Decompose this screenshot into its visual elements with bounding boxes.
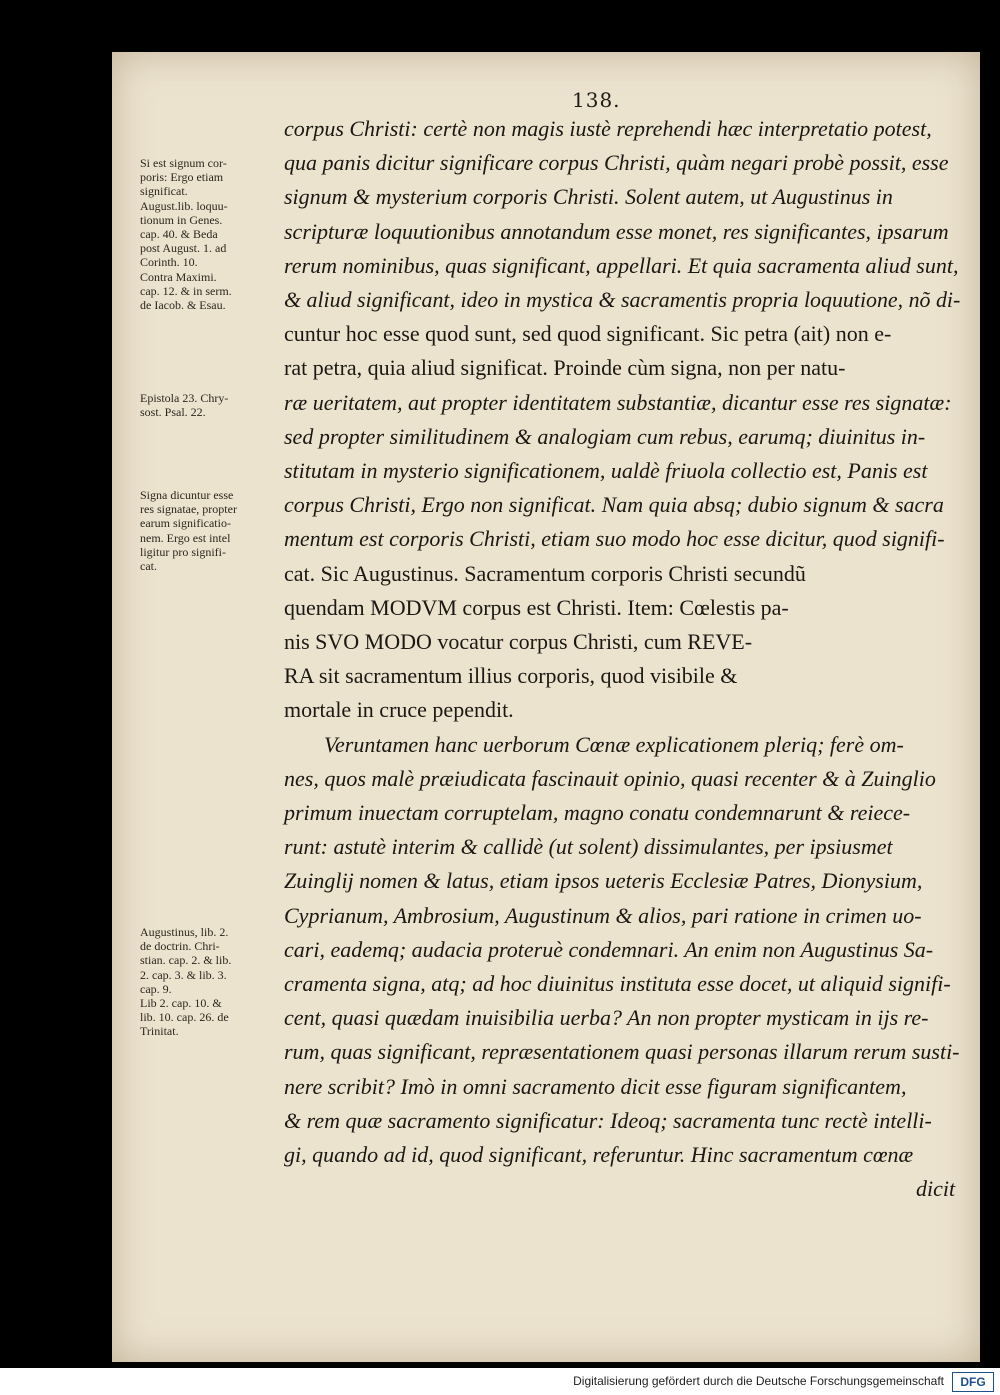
text-line: mortale in cruce pependit. bbox=[284, 697, 514, 723]
text-line: sed propter similitudinem & analogiam cum rebus, earumq; diuinitus in- bbox=[284, 423, 926, 449]
text-line: Cyprianum, Ambrosium, Augustinum & alios, pari ratione in crimen uo- bbox=[284, 902, 922, 928]
text-line: dicit bbox=[916, 1176, 956, 1202]
text-line: gi, quando ad id, quod significant, referuntur. Hinc sacramentum cœnæ bbox=[284, 1142, 914, 1167]
text-line: corpus Christi, Ergo non significat. Nam quia absq; dubio signum & sacra bbox=[284, 492, 944, 518]
text-line: nes, quos malè præiudicata fascinauit opinio, quasi recenter & à Zuinglio bbox=[284, 765, 936, 791]
text-line: qua panis dicitur significare corpus Christi, quàm negari probè possit, esse bbox=[284, 150, 949, 176]
text-line: cari, eademq; audacia proteruè condemnari. An enim non Augustinus Sa- bbox=[284, 936, 934, 962]
margin-note: Epistola 23. Chry- sost. Psal. 22. bbox=[140, 391, 229, 420]
text-line: & rem quæ sacramento significatur: Ideoq; sacramenta tunc rectè intelli- bbox=[284, 1107, 932, 1133]
text-line: ræ ueritatem, aut propter identitatem substantiæ, dicantur esse res signatæ: bbox=[284, 389, 952, 415]
text-line: rum, quas significant, repræsentationem quasi personas illarum rerum susti- bbox=[284, 1039, 960, 1065]
text-line: stitutam in mysterio significationem, ualdè friuola collectio est, Panis est bbox=[284, 458, 928, 483]
page-number: 138. bbox=[572, 88, 621, 112]
margin-note: Si est signum cor- poris: Ergo etiam significat. August.lib. loquu- tionum in Genes. cap. 40. & Beda post August. 1. ad Corinth. 10. Contra Maximi. cap. 12. & in serm. de Iacob. & Esau. bbox=[140, 156, 232, 313]
margin-note: Augustinus, lib. 2. de doctrin. Chri- stian. cap. 2. & lib. 2. cap. 3. & lib. 3. cap. 9. Lib 2. cap. 10. & lib. 10. cap. 26. de Trinitat. bbox=[140, 925, 232, 1039]
margin-note: Signa dicuntur esse res signatae, propter earum significatio- nem. Ergo est intel ligitur pro signifi- cat. bbox=[140, 488, 237, 574]
text-line: runt: astutè interim & callidè (ut solent) dissimulantes, per ipsiusmet bbox=[284, 834, 893, 860]
text-line: mentum est corporis Christi, etiam suo modo hoc esse dicitur, quod signifi- bbox=[284, 526, 945, 552]
text-line: corpus Christi: certè non magis iustè reprehendi hæc interpretatio potest, bbox=[284, 116, 932, 141]
text-line: nere scribit? Imò in omni sacramento dicit esse figuram significantem, bbox=[284, 1073, 907, 1099]
text-line: Zuinglij nomen & latus, etiam ipsos ueteris Ecclesiæ Patres, Dionysium, bbox=[284, 868, 923, 894]
text-line: rat petra, quia aliud significat. Proinde cùm signa, non per natu- bbox=[284, 355, 846, 381]
text-line: cat. Sic Augustinus. Sacramentum corporis Christi secundũ bbox=[284, 560, 806, 586]
text-line: primum inuectam corruptelam, magno conatu condemnarunt & reiece- bbox=[284, 800, 911, 825]
text-line: & aliud significant, ideo in mystica & sacramentis propria loquutione, nõ di- bbox=[284, 287, 961, 312]
text-line: Veruntamen hanc uerborum Cœnæ explicationem pleriq; ferè om- bbox=[324, 731, 904, 757]
text-line: rerum nominibus, quas significant, appellari. Et quia sacramenta aliud sunt, bbox=[284, 252, 959, 278]
text-line: cramenta signa, atq; ad hoc diuinitus instituta esse docet, ut aliquid signifi- bbox=[284, 971, 951, 996]
footer-bar bbox=[0, 1368, 1000, 1395]
text-line: signum & mysterium corporis Christi. Solent autem, ut Augustinus in bbox=[284, 184, 893, 210]
text-line: nis SVO MODO vocatur corpus Christi, cum REVE- bbox=[284, 629, 753, 654]
text-line: scripturæ loquutionibus annotandum esse monet, res significantes, ipsarum bbox=[284, 218, 949, 244]
text-line: RA sit sacramentum illius corporis, quod visibile & bbox=[284, 663, 738, 689]
text-line: quendam MODVM corpus est Christi. Item: Cœlestis pa- bbox=[284, 594, 789, 620]
funding-notice: Digitalisierung gefördert durch die Deutsche Forschungsgemeinschaft bbox=[573, 1374, 944, 1388]
text-line: cent, quasi quædam inuisibilia uerba? An non propter mysticam in ijs re- bbox=[284, 1005, 929, 1031]
dfg-logo: DFG bbox=[952, 1372, 994, 1392]
text-line: cuntur hoc esse quod sunt, sed quod significant. Sic petra (ait) non e- bbox=[284, 321, 892, 347]
